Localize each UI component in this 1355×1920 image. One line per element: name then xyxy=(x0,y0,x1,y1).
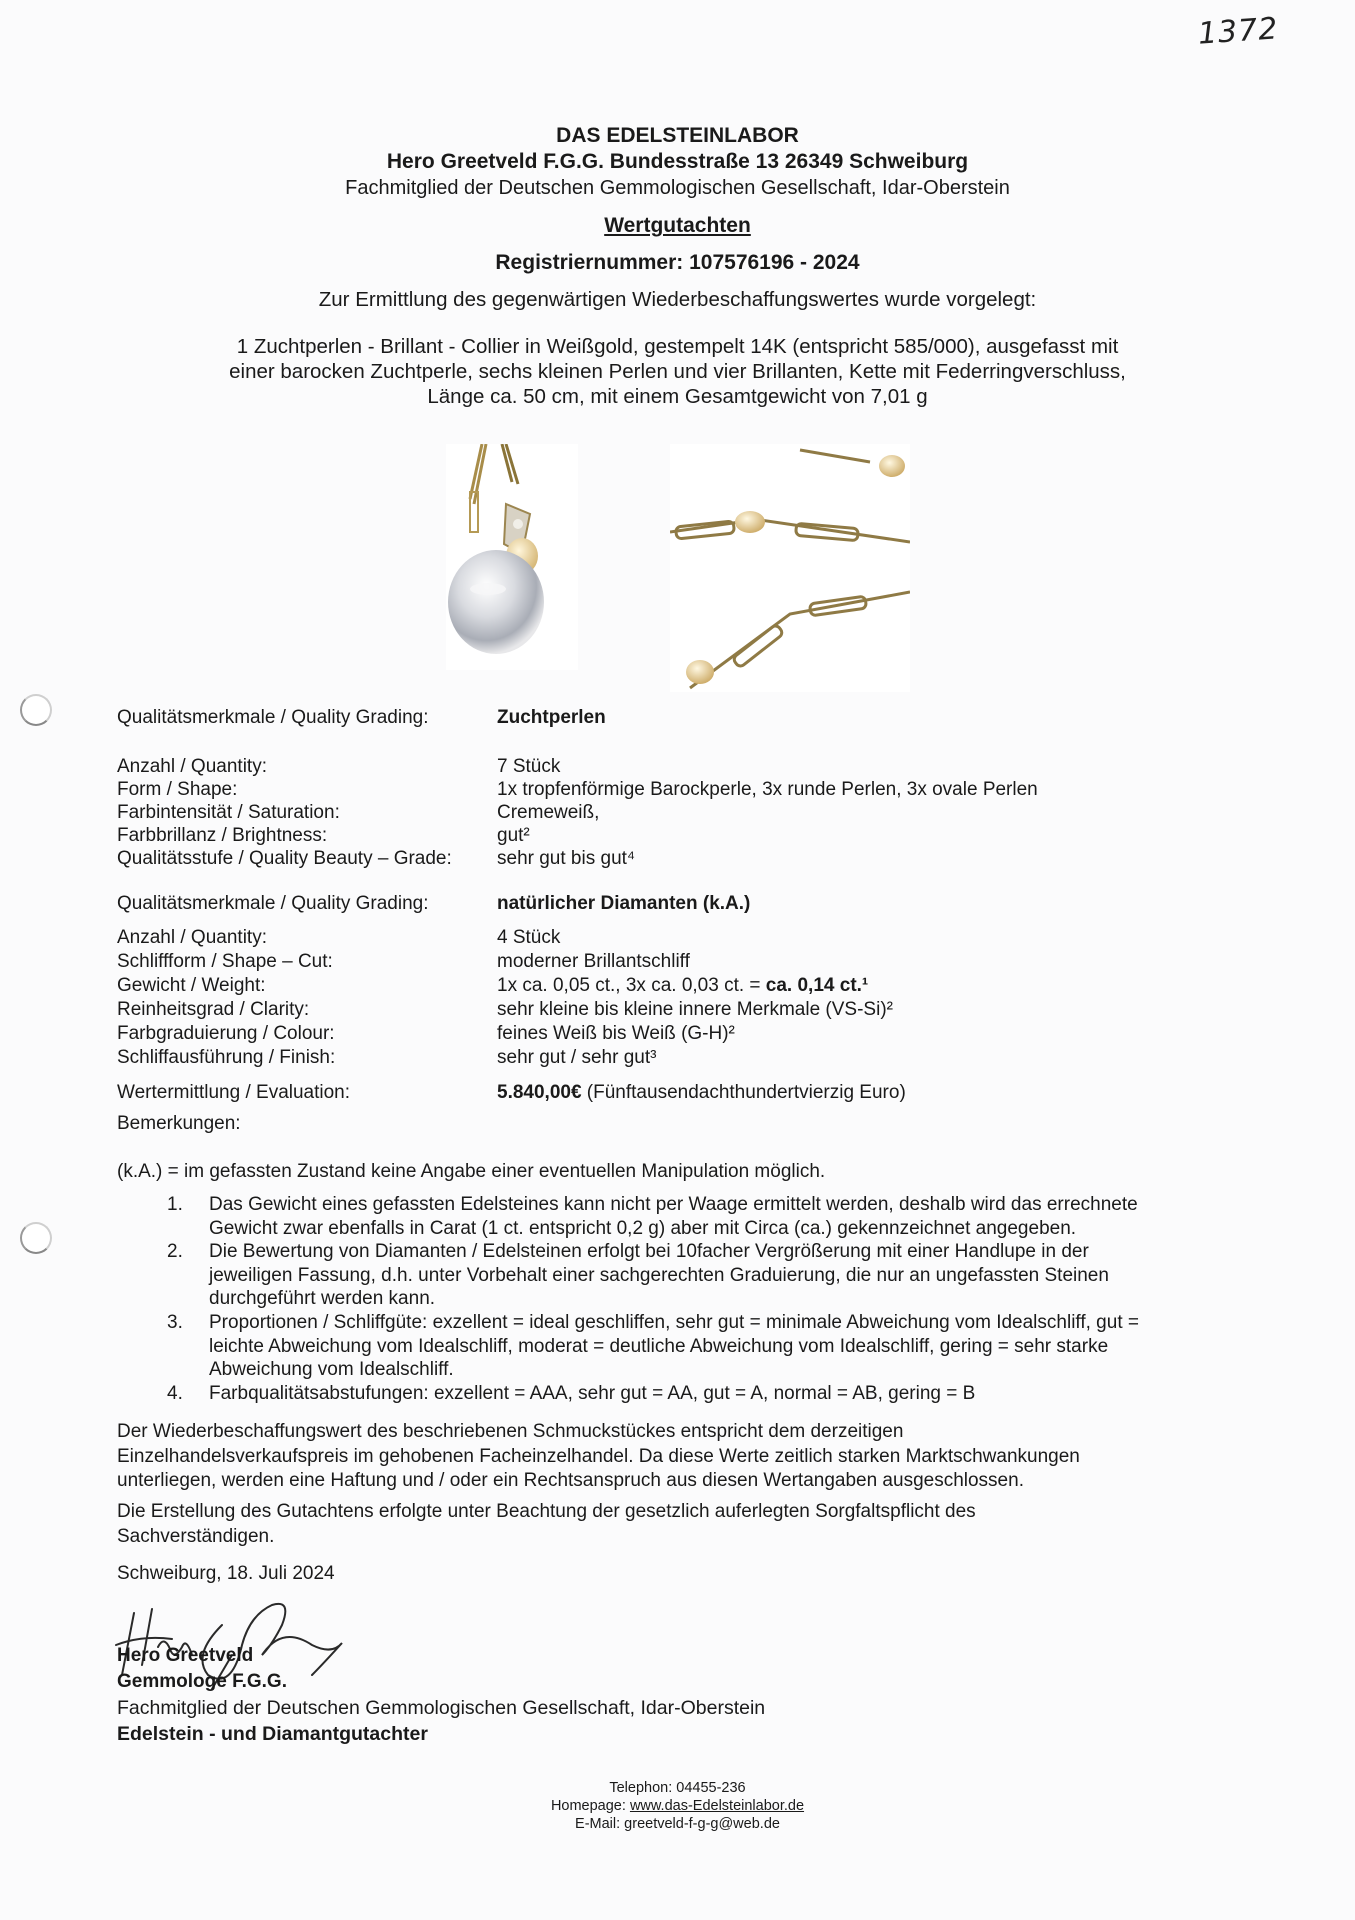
footnote-text xyxy=(209,1240,1249,1311)
diamond-row-value: sehr kleine bis kleine innere Merkmale (VS-Si)² xyxy=(497,999,893,1020)
diamond-row-label: Anzahl / Quantity: xyxy=(117,927,267,948)
signer-role: Edelstein - und Diamantgutachter xyxy=(117,1723,428,1745)
photo-pendant xyxy=(446,444,578,670)
footnote-text xyxy=(209,1193,1249,1240)
pearl-grading-label: Qualitätsmerkmale / Quality Grading: xyxy=(117,707,429,728)
diamond-weight-value xyxy=(497,974,868,997)
evaluation-label: Wertermittlung / Evaluation: xyxy=(117,1082,351,1103)
contact-email[interactable]: E-Mail: greetveld-f-g-g@web.de xyxy=(575,1816,780,1832)
diamond-row-value: feines Weiß bis Weiß (G-H)² xyxy=(497,1023,735,1044)
contact-homepage xyxy=(0,1797,1355,1815)
pearl-row-label: Form / Shape: xyxy=(117,779,238,800)
diligence-line: Die Erstellung des Gutachtens erfolgte unter Beachtung der gesetzlich auferlegten Sorgfaltspflicht des xyxy=(117,1501,976,1522)
pearl-row-label: Farbbrillanz / Brightness: xyxy=(117,825,328,846)
disclaimer-line: Einzelhandelsverkaufspreis im gehobenen Facheinzelhandel. Da diese Werte zeitlich starken Marktschwankungen xyxy=(117,1445,1080,1467)
lab-address: Hero Greetveld F.G.G. Bundesstraße 13 26349 Schweiburg xyxy=(386,150,969,173)
item-description xyxy=(0,334,1355,409)
diamond-row-label: Schliffform / Shape – Cut: xyxy=(117,951,333,972)
punch-hole-icon xyxy=(20,1222,52,1254)
pearl-row-label: Qualitätsstufe / Quality Beauty – Grade: xyxy=(117,848,452,869)
pearl-row-label: Anzahl / Quantity: xyxy=(117,756,267,777)
pearl-row-value: 1x tropfenförmige Barockperle, 3x runde Perlen, 3x ovale Perlen xyxy=(497,779,1038,800)
intro-text: Zur Ermittlung des gegenwärtigen Wiederbeschaffungswertes wurde vorgelegt: xyxy=(318,288,1037,311)
disclaimer-paragraph xyxy=(117,1420,1247,1494)
diamond-row-value: sehr gut / sehr gut³ xyxy=(497,1047,657,1068)
pearl-row-value: gut² xyxy=(497,825,530,846)
contact-block xyxy=(0,1779,1355,1833)
weight-total: ca. 0,14 ct.¹ xyxy=(765,975,869,996)
diamond-row-label: Reinheitsgrad / Clarity: xyxy=(117,999,310,1020)
diamond-grading-value: natürlicher Diamanten (k.A.) xyxy=(497,893,751,914)
pearl-row-value: sehr gut bis gut⁴ xyxy=(497,848,636,869)
footnote-line: durchgeführt werden kann. xyxy=(209,1288,436,1309)
diligence-line: Sachverständigen. xyxy=(117,1525,275,1547)
diligence-paragraph xyxy=(117,1500,1247,1549)
pearl-grading-value: Zuchtperlen xyxy=(497,707,606,728)
pearl-row-value: Cremeweiß, xyxy=(497,802,600,823)
footnote-line: Proportionen / Schliffgüte: exzellent = ideal geschliffen, sehr gut = minimale Abweichung vom Idealschliff, gut = xyxy=(209,1312,1139,1333)
homepage-label: Homepage: xyxy=(550,1798,630,1814)
chain-with-pearls-image xyxy=(670,444,910,692)
pearl-pendant-image xyxy=(446,444,578,670)
evaluation-words: (Fünftausendachthundertvierzig Euro) xyxy=(581,1082,906,1103)
diamond-row-label: Farbgraduierung / Colour: xyxy=(117,1023,335,1044)
description-line: Länge ca. 50 cm, mit einem Gesamtgewicht von 7,01 g xyxy=(427,385,928,408)
footnote-line: Die Bewertung von Diamanten / Edelsteinen erfolgt bei 10facher Vergrößerung mit einer Handlupe in der xyxy=(209,1241,1089,1262)
description-line: 1 Zuchtperlen - Brillant - Collier in Weißgold, gestempelt 14K (entspricht 585/000), ausgefasst mit xyxy=(236,335,1119,358)
lab-name: DAS EDELSTEINLABOR xyxy=(556,124,799,147)
diamond-row-value: 4 Stück xyxy=(497,927,561,948)
pearl-row-value: 7 Stück xyxy=(497,756,561,777)
weight-breakdown: 1x ca. 0,05 ct., 3x ca. 0,03 ct. = xyxy=(497,975,766,996)
remarks-label: Bemerkungen: xyxy=(117,1113,241,1134)
footnote-line: Gewicht zwar ebenfalls in Carat (1 ct. entspricht 0,2 g) aber mit Circa (ca.) gekennzeichnet angegeben. xyxy=(209,1217,1077,1239)
handwritten-page-number: 1372 xyxy=(1196,11,1280,52)
footnote-text xyxy=(209,1311,1249,1382)
ka-note: (k.A.) = im gefassten Zustand keine Angabe einer eventuellen Manipulation möglich. xyxy=(117,1161,826,1182)
footnote-line: Abweichung vom Idealschliff. xyxy=(209,1359,454,1380)
footnote-line: jeweiligen Fassung, d.h. unter Vorbehalt einer sachgerechten Graduierung, die nur an ungefassten Steinen xyxy=(209,1264,1109,1286)
disclaimer-line: Der Wiederbeschaffungswert des beschriebenen Schmuckstückes entspricht dem derzeitigen xyxy=(117,1421,904,1442)
signer-name: Hero Greetveld xyxy=(117,1645,254,1666)
footnote-number: 4. xyxy=(167,1383,183,1404)
footnote-line: leichte Abweichung vom Idealschliff, moderat = deutliche Abweichung vom Idealschliff, gering = sehr starke xyxy=(209,1335,1109,1357)
place-date: Schweiburg, 18. Juli 2024 xyxy=(117,1563,335,1584)
homepage-link[interactable]: www.das-Edelsteinlabor.de xyxy=(629,1798,805,1814)
description-line: einer barocken Zuchtperle, sechs kleinen Perlen und vier Brillanten, Kette mit Federringverschluss, xyxy=(229,360,1126,383)
registration-number: Registriernummer: 107576196 - 2024 xyxy=(495,251,860,274)
signer-title: Gemmologe F.G.G. xyxy=(117,1671,287,1692)
footnote-line: Farbqualitätsabstufungen: exzellent = AAA, sehr gut = AA, gut = A, normal = AB, gering = B xyxy=(209,1383,976,1404)
photo-chain xyxy=(670,444,910,692)
disclaimer-line: unterliegen, werden eine Haftung und / oder ein Rechtsanspruch aus diesen Wertangaben ausgeschlossen. xyxy=(117,1470,1024,1491)
diamond-grading-label: Qualitätsmerkmale / Quality Grading: xyxy=(117,893,429,914)
footnote-line: Das Gewicht eines gefassten Edelsteines kann nicht per Waage ermittelt werden, deshalb wird das errechnete xyxy=(209,1194,1138,1215)
footnote-number: 3. xyxy=(167,1312,183,1333)
evaluation-amount: 5.840,00€ xyxy=(497,1082,582,1103)
footnote-number: 1. xyxy=(167,1194,183,1215)
document-type: Wertgutachten xyxy=(604,214,751,237)
lab-membership: Fachmitglied der Deutschen Gemmologischen Gesellschaft, Idar-Oberstein xyxy=(345,177,1010,199)
evaluation-value xyxy=(497,1081,906,1104)
diamond-row-label: Schliffausführung / Finish: xyxy=(117,1047,336,1068)
footnote-number: 2. xyxy=(167,1241,183,1262)
footnote-text xyxy=(209,1382,1249,1406)
diamond-row-value: moderner Brillantschliff xyxy=(497,951,690,972)
diamond-row-label: Gewicht / Weight: xyxy=(117,975,266,996)
contact-phone: Telephon: 04455-236 xyxy=(609,1780,746,1796)
pearl-row-label: Farbintensität / Saturation: xyxy=(117,802,340,823)
punch-hole-icon xyxy=(20,694,52,726)
signer-membership: Fachmitglied der Deutschen Gemmologischen Gesellschaft, Idar-Oberstein xyxy=(117,1697,766,1719)
